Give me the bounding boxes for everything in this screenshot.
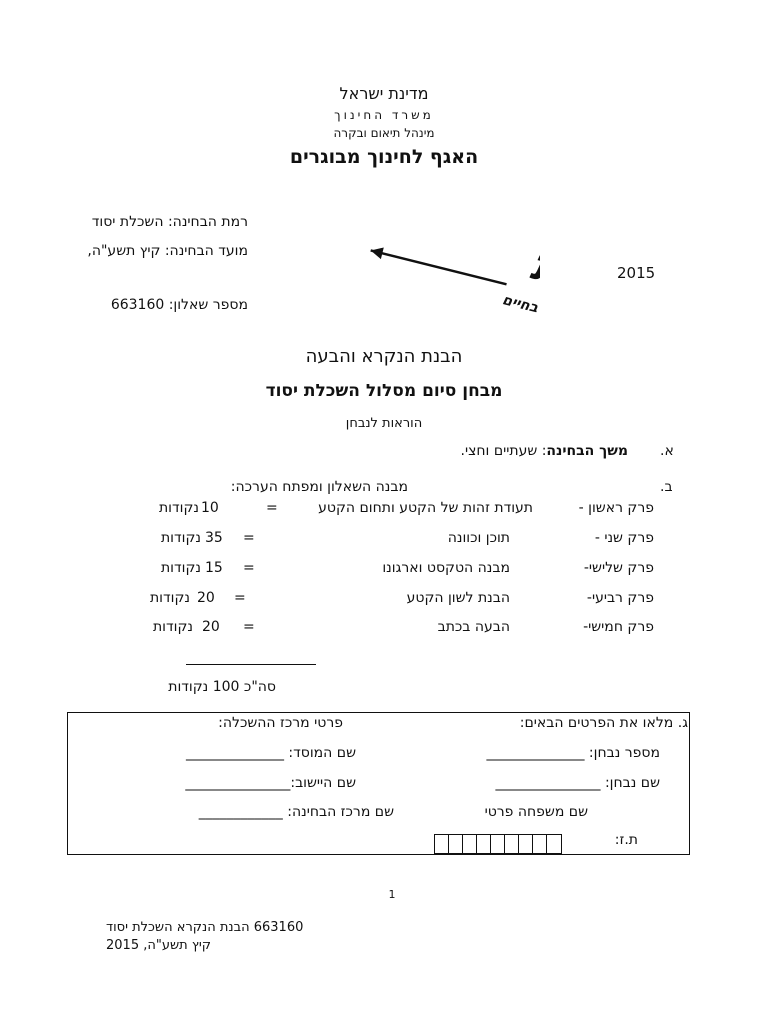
center-details-title: פרטי מרכז ההשכלה: [218,715,343,731]
examinee-name-field[interactable]: שם נבחן: _______________ [495,775,660,791]
duration-value: : שעתיים וחצי. [460,443,547,459]
id-digit-box[interactable] [449,835,463,853]
ministry-heading: משרד החינוך [334,108,434,122]
chapter-3-points: 15 [205,560,223,576]
chapter-2-points: 35 [205,530,223,546]
directorate-heading: מינהל תיאום ובקרה [333,126,435,140]
chapter-2-desc: תוכן וכוונה [447,530,510,546]
section-a-marker: א. [660,443,674,459]
examinee-number-field[interactable]: מספר נבחן: ______________ [486,745,660,761]
total-points: סה"כ 100 נקודות [168,679,276,695]
chapter-3-unit: נקודות [160,560,201,576]
chapter-4-points: 20 [197,590,215,606]
chapter-5-unit: נקודות [152,619,193,635]
footer-line-1: 663160 הבנת הנקרא השכלת יסוד [106,920,304,935]
structure-title: מבנה השאלון ומפתח הערכה: [230,479,408,495]
family-first-name-label: שם משפחה פרטי [484,804,588,820]
chapter-2-name: פרק שני - [594,530,654,546]
chapter-4-unit: נקודות [149,590,190,606]
chapter-5-desc: הבעה בכתב [437,619,510,635]
chapter-1-points: 10 [201,500,219,516]
chapter-4-eq: = [234,590,246,606]
exam-date: מועד הבחינה: קיץ תשע"ה, [87,243,248,259]
id-number-grid[interactable] [434,834,562,854]
chapter-1-name: פרק ראשון - [578,500,654,516]
chapter-1-eq: = [266,500,278,516]
questionnaire-number: מספר שאלון: 663160 [110,297,248,313]
section-c-heading [520,715,688,731]
exam-duration [461,443,628,459]
chapter-4-desc: הבנת לשון הקטע [406,590,510,606]
id-digit-box[interactable] [533,835,547,853]
instructions-title: הוראות לנבחן [345,416,423,431]
logo-tagline: בחיים [500,292,540,317]
chapter-3-desc: מבנה הטקסט וארגונו [382,560,510,576]
program-logo [360,208,540,322]
chapter-5-name: פרק חמישי- [583,619,654,635]
chapter-3-name: פרק שלישי- [583,560,654,576]
section-b-marker: ב. [660,479,673,495]
id-digit-box[interactable] [505,835,519,853]
total-rule [186,664,316,665]
page-number: 1 [388,888,396,901]
chapter-4-name: פרק רביעי- [586,590,654,606]
id-digit-box[interactable] [477,835,491,853]
institution-name-field[interactable]: שם המוסד: ______________ [185,745,356,761]
id-digit-box[interactable] [547,835,561,853]
division-heading: האגף לחינוך מבוגרים [289,146,479,168]
exam-title: מבחן סיום מסלול השכלת יסוד [265,381,503,401]
settlement-name-field[interactable]: שם היישוב:_______________ [185,775,356,791]
exam-level: רמת הבחינה: השכלת יסוד [91,214,248,230]
exam-year: 2015 [617,264,656,282]
chapter-1-desc: תעודת זהות של הקטע ותחום הקטע [318,500,533,516]
id-digit-box[interactable] [519,835,533,853]
id-digit-box[interactable] [435,835,449,853]
id-digit-box[interactable] [491,835,505,853]
section-c-title: מלאו את הפרטים הבאים: [519,715,674,731]
chapter-3-eq: = [243,560,255,576]
id-digit-box[interactable] [463,835,477,853]
duration-label: משך הבחינה [546,443,628,459]
section-c-marker: ג. [677,715,688,731]
chapter-1-unit: נקודות [158,500,199,516]
subject-title: הבנת הנקרא והבעה [305,346,463,367]
chapter-2-unit: נקודות [160,530,201,546]
state-heading: מדינת ישראל [339,84,429,103]
exam-center-name-field[interactable]: שם מרכז הבחינה: ____________ [198,804,394,820]
logo-main-text: תיכונית [526,238,540,318]
exam-info [87,208,248,320]
footer-line-2: קיץ תשע"ה, 2015 [106,938,211,953]
chapter-2-eq: = [243,530,255,546]
id-label: ת.ז: [614,832,638,848]
chapter-5-eq: = [243,619,255,635]
chapter-5-points: 20 [202,619,220,635]
